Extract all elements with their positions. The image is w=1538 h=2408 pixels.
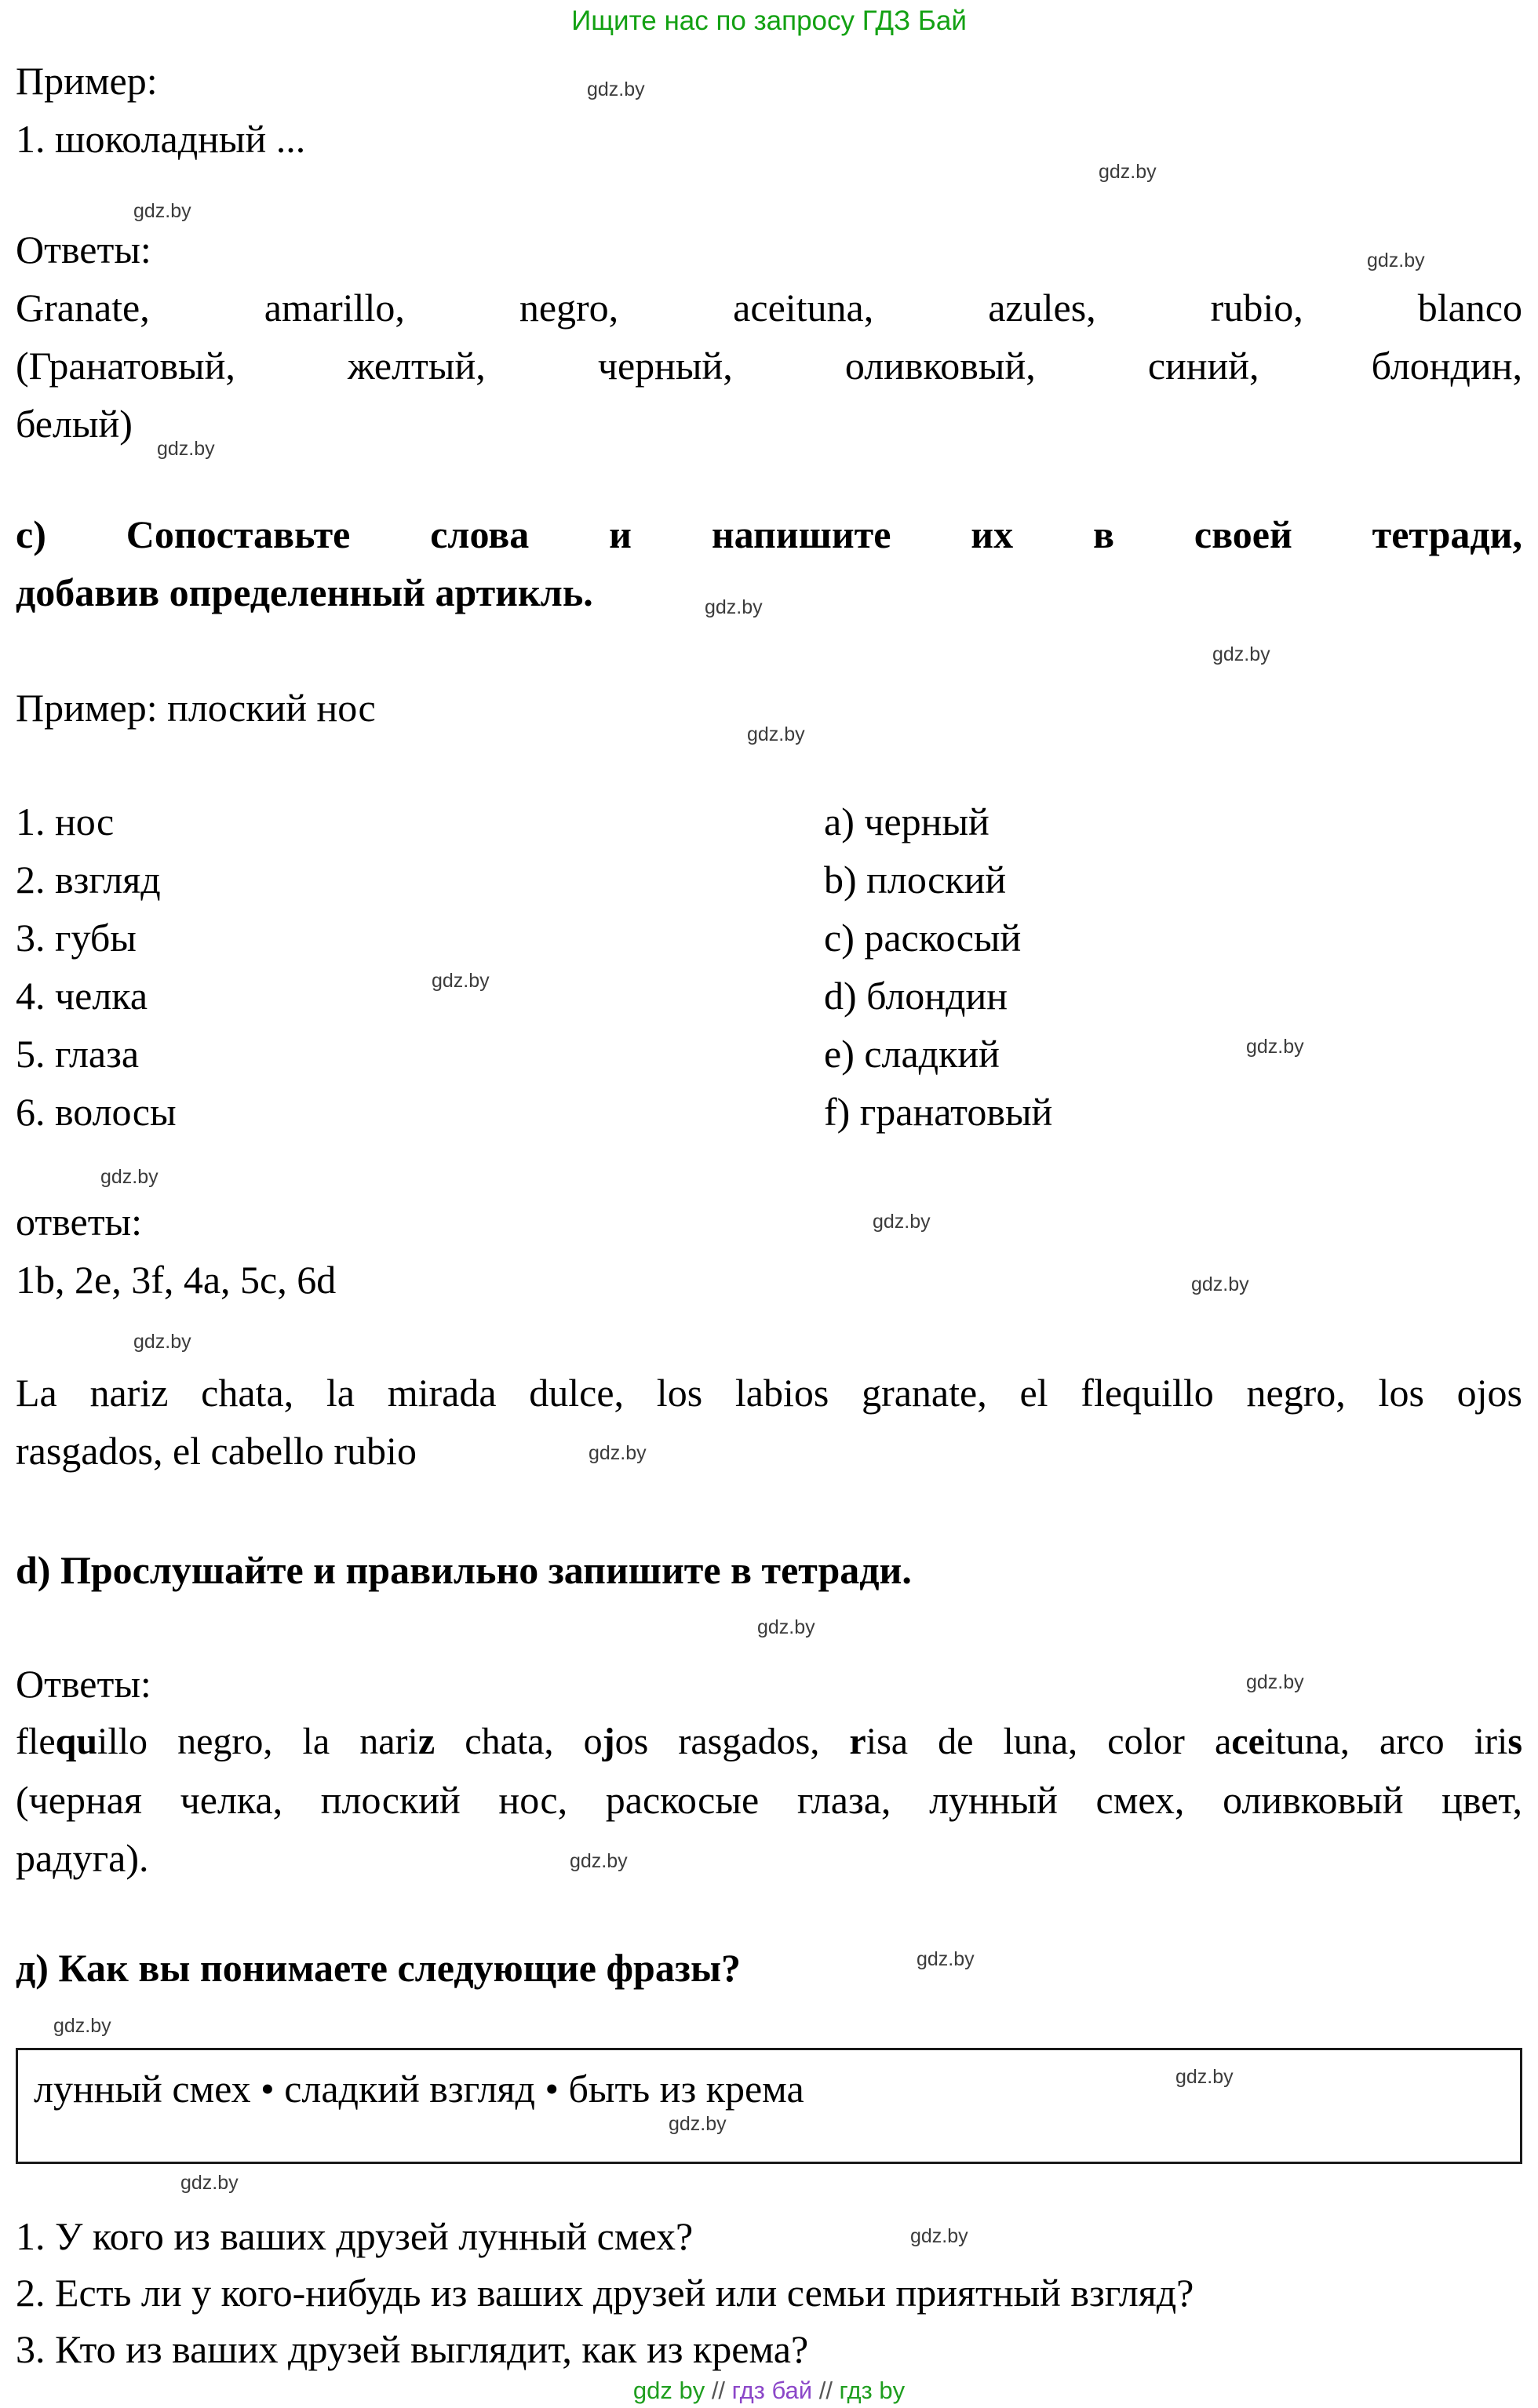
answers-label: Ответы: [16, 1662, 151, 1706]
watermark: gdz.by [133, 1331, 191, 1353]
answer-key: 1b, 2e, 3f, 4a, 5c, 6d [16, 1258, 337, 1302]
answer-line-ru: (черная челка, плоский нос, раскосые глаза, лунный смех, оливковый цвет, [16, 1778, 1522, 1822]
list-item: 1. нос [16, 800, 115, 843]
answer-line-es: Granate, amarillo, negro, aceituna, azules, rubio, blanco [16, 286, 1522, 330]
watermark: gdz.by [873, 1211, 931, 1233]
list-item: f) гранатовый [824, 1090, 1053, 1134]
list-item: c) раскосый [824, 916, 1022, 960]
section-d2-title: д) Как вы понимаете следующие фразы? [16, 1946, 741, 1990]
watermark: gdz.by [570, 1850, 628, 1872]
watermark: gdz.by [180, 2172, 239, 2194]
questions-block [16, 2208, 1522, 2377]
watermark: gdz.by [917, 1948, 975, 1970]
list-item: 3. губы [16, 916, 137, 960]
section-c-answers [16, 1193, 1522, 1309]
watermark: gdz.by [1246, 1671, 1304, 1693]
example-item: 1. шоколадный ... [16, 117, 306, 161]
phrases-box [16, 2048, 1522, 2164]
list-item: 2. взгляд [16, 858, 161, 902]
watermark: gdz.by [432, 970, 490, 992]
list-item: b) плоский [824, 858, 1007, 902]
watermark: gdz.by [669, 2113, 727, 2135]
matching-list-right [824, 792, 1522, 1141]
answers-b-block [16, 220, 1522, 453]
list-item: 6. волосы [16, 1090, 177, 1134]
watermark: gdz.by [53, 2015, 111, 2037]
section-c-example: Пример: плоский нос [16, 686, 376, 730]
answer-line-ru: радуга). [16, 1836, 149, 1880]
answers-label: Ответы: [16, 228, 151, 271]
watermark: gdz.by [1099, 161, 1157, 183]
phrases-text: лунный смех • сладкий взгляд • быть из крема [34, 2067, 804, 2111]
watermark: gdz.by [589, 1442, 647, 1464]
watermark: gdz.by [133, 200, 191, 222]
answer-line-ru: белый) [16, 402, 133, 446]
watermark: gdz.by [1191, 1273, 1249, 1295]
watermark: gdz.by [705, 596, 763, 618]
answer-line-ru: (Гранатовый, желтый, черный, оливковый, синий, блондин, [16, 344, 1522, 388]
section-c-answer-es [16, 1364, 1522, 1480]
answer-line-es: rasgados, el cabello rubio [16, 1429, 417, 1473]
question-item: 2. Есть ли у кого-нибудь из ваших друзей или семьи приятный взгляд? [16, 2271, 1194, 2315]
watermark: gdz.by [1367, 250, 1425, 271]
answers-label: ответы: [16, 1200, 143, 1244]
matching-list-left [16, 792, 824, 1141]
section-c-title-line: c) Сопоставьте слова и напишите их в своей тетради, [16, 512, 1522, 556]
watermark: gdz.by [1246, 1036, 1304, 1058]
example-block [16, 52, 1522, 168]
answer-line-es: La nariz chata, la mirada dulce, los labios granate, el flequillo negro, los ojos [16, 1371, 1522, 1415]
watermark: gdz.by [100, 1166, 159, 1188]
list-item: 5. глаза [16, 1032, 140, 1076]
watermark: gdz.by [1212, 643, 1270, 665]
section-c-title [16, 505, 1522, 621]
list-item: e) сладкий [824, 1032, 1000, 1076]
section-c-title-line: добавив определенный артикль. [16, 570, 593, 614]
watermark: gdz.by [747, 723, 805, 745]
watermark: gdz.by [757, 1616, 815, 1638]
list-item: 4. челка [16, 974, 148, 1018]
promo-banner: Ищите нас по запросу ГДЗ Бай [571, 5, 967, 36]
footer-links[interactable]: gdz by // гдз бай // гдз by [632, 2377, 906, 2404]
watermark: gdz.by [910, 2225, 968, 2247]
list-item: a) черный [824, 800, 989, 843]
watermark: gdz.by [587, 78, 645, 100]
question-item: 3. Кто из ваших друзей выглядит, как из крема? [16, 2327, 809, 2371]
example-label: Пример: [16, 59, 158, 103]
watermark: gdz.by [1175, 2066, 1234, 2088]
section-d-title: d) Прослушайте и правильно запишите в тетради. [16, 1548, 912, 1592]
answer-line-es: flequillo negro, la nariz chata, ojos rasgados, risa de luna, color aceituna, arco iris [16, 1721, 1523, 1762]
watermark: gdz.by [157, 438, 215, 460]
list-item: d) блондин [824, 974, 1008, 1018]
matching-list [16, 792, 1522, 1141]
question-item: 1. У кого из ваших друзей лунный смех? [16, 2214, 694, 2258]
